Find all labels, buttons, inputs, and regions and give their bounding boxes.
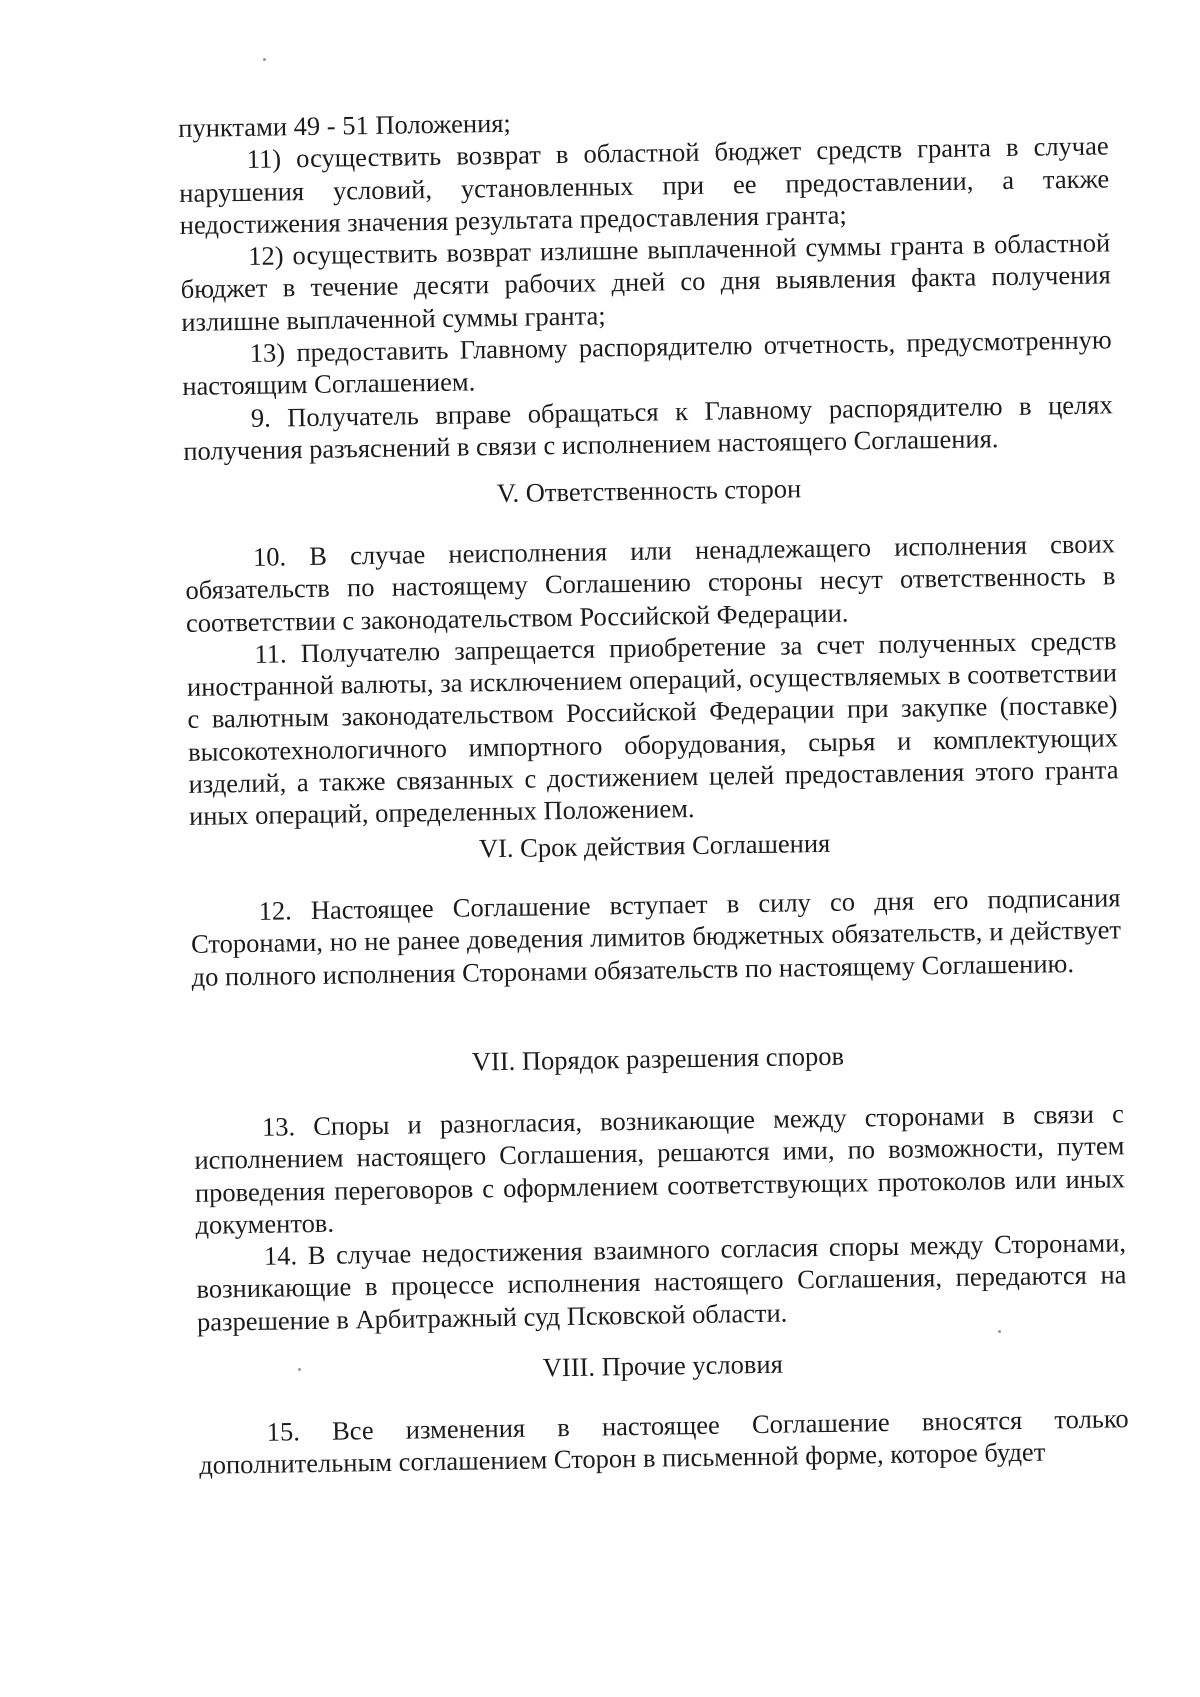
section-7-body: [194, 1097, 1127, 1338]
fragment-block: [178, 97, 1113, 467]
section-5-body: [185, 527, 1119, 832]
paragraph-9: 9. Получатель вправе обращаться к Главному распорядителю в целях получения разъяснений в связи с исполнением настоящего Соглашения.: [183, 389, 1113, 466]
paragraph-11: 11. Получателю запрещается приобретение за счет полученных средств иностранной валюты, за исключением операций, осуществляемых в соответствии с валютным законодательством Российской Федерации при закупке (поставке) высокотехнологичного импортного оборудования, сырья и комплектующих изделий, а также связанных с достижением целей предоставления этого гранта иных операций, определенных Положением.: [186, 625, 1119, 832]
document-page: [178, 97, 1132, 1671]
paragraph-13: 13. Споры и разногласия, возникающие между сторонами в связи с исполнением настоящего Соглашения, решаются ими, по возможности, путем проведения переговоров с оформлением соответствующих протоколов или иных документов.: [194, 1098, 1126, 1240]
paragraph-item-12: 12) осуществить возврат излишне выплаченной суммы гранта в областной бюджет в течение десяти рабочих дней со дня выявления факта получения излишне выплаченной суммы гранта;: [180, 227, 1111, 337]
scan-speck: [263, 58, 266, 61]
paragraph-continuation: пунктами 49 - 51 Положения;: [178, 107, 512, 143]
section-heading: VII. Порядок разрешения споров: [471, 1040, 845, 1077]
section-heading: VI. Срок действия Соглашения: [478, 827, 831, 864]
paragraph-14: 14. В случае недостижения взаимного согласия споры между Сторонами, возникающие в процессе исполнения настоящего Соглашения, передаются на разрешение в Арбитражный суд Псковской области.: [196, 1227, 1127, 1337]
section-heading: VIII. Прочие условия: [542, 1348, 784, 1383]
paragraph-12: 12. Настоящее Соглашение вступает в силу со дня его подписания Сторонами, но не ранее доведения лимитов бюджетных обязательств, и действует до полного исполнения Сторонами обязательств по настоящему Соглашению.: [190, 882, 1122, 992]
paragraph-10: 10. В случае неисполнения или ненадлежащего исполнения своих обязательств по настоящему Соглашению стороны несут ответственность в соответствии с законодательством Российской Федерации.: [185, 528, 1116, 638]
section-7-heading: [193, 1035, 1123, 1082]
section-8-body: [198, 1402, 1129, 1481]
paragraph-item-11: 11) осуществить возврат в областной бюджет средств гранта в случае нарушения условий, установленных при ее предоставлении, а также недостижения значения результата предоставления гранта;: [179, 130, 1110, 240]
paragraph-item-13: 13) предоставить Главному распорядителю отчетность, предусмотренную настоящим Соглашением.: [182, 324, 1112, 402]
section-8-heading: [198, 1342, 1128, 1389]
section-heading: V. Ответственность сторон: [496, 473, 802, 509]
paragraph-15: 15. Все изменения в настоящее Соглашение вносятся только дополнительным соглашением Сторон в письменной форме, которое будет: [199, 1403, 1129, 1481]
section-6-body: [190, 881, 1121, 992]
section-5-heading: [184, 467, 1114, 514]
